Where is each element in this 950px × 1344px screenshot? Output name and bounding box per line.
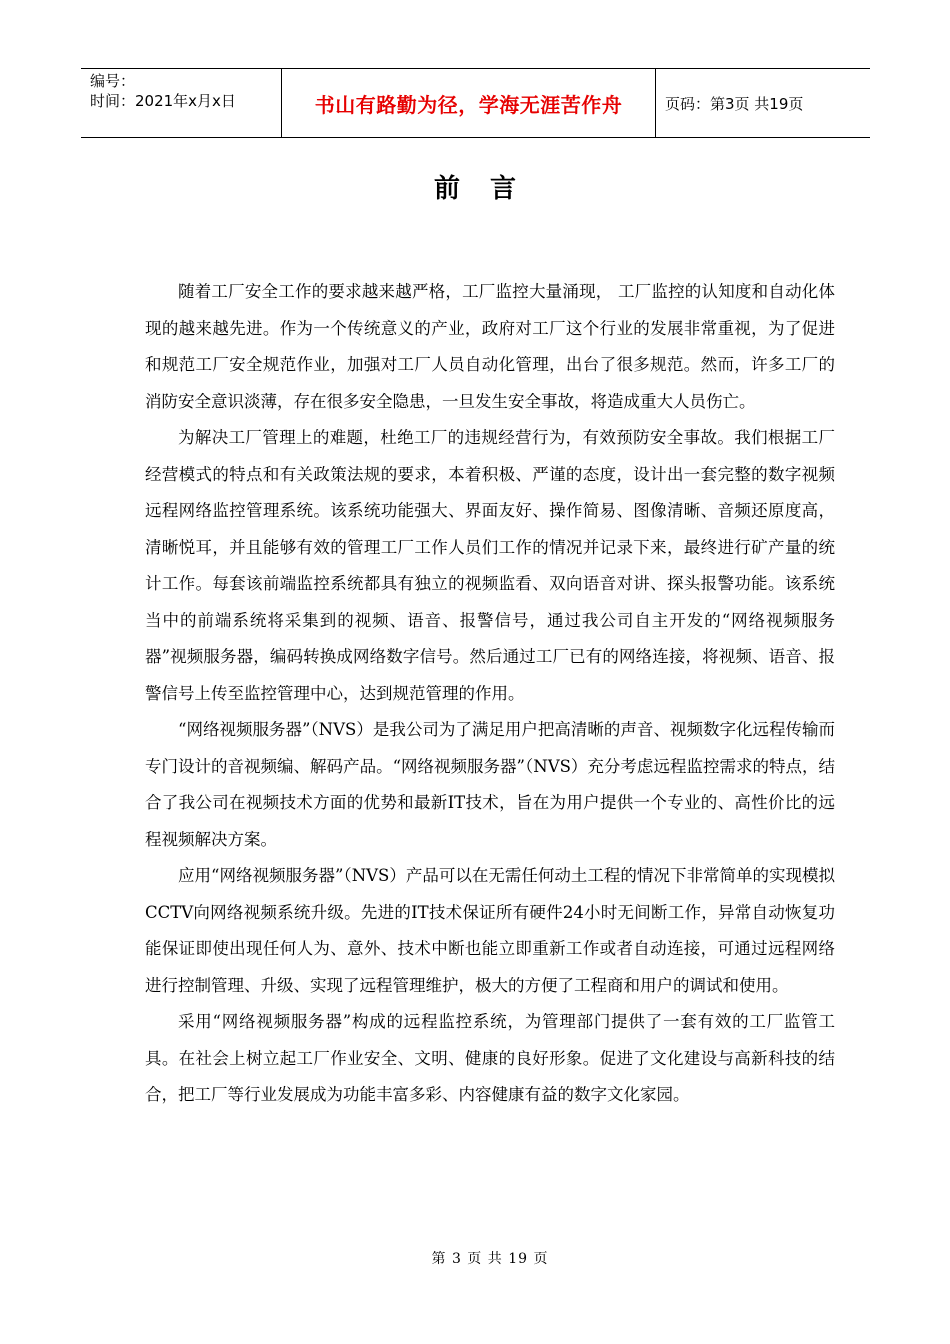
- page-title: 前言: [433, 174, 546, 204]
- paragraph: 采用“网络视频服务器”构成的远程监控系统，为管理部门提供了一套有效的工厂监管工具。在社会上树立起工厂作业安全、文明、健康的良好形象。促进了文化建设与高新科技的结合，把工厂等行业发展成为功能丰富多彩、内容健康有益的数字文化家园。: [145, 1012, 835, 1104]
- paragraph: “网络视频服务器”（NVS）是我公司为了满足用户把高清晰的声音、视频数字化远程传输而专门设计的音视频编、解码产品。“网络视频服务器”（NVS）充分考虑远程监控需求的特点，结合了我公司在视频技术方面的优势和最新IT技术，旨在为用户提供一个专业的、高性价比的远程视频解决方案。: [145, 720, 835, 849]
- document-body: [145, 274, 835, 1114]
- header-motto: 书山有路勤为径，学海无涯苦作舟: [282, 69, 656, 137]
- page-footer: 第 3 页 共 19 页: [431, 1251, 549, 1267]
- date-label: 时间：2021年x月x日: [90, 92, 236, 110]
- serial-number-label: 编号：: [90, 72, 136, 90]
- header-page-info: 页码：第3页 共19页: [665, 94, 804, 113]
- paragraph: 为解决工厂管理上的难题，杜绝工厂的违规经营行为，有效预防安全事故。我们根据工厂经营模式的特点和有关政策法规的要求，本着积极、严谨的态度，设计出一套完整的数字视频远程网络监控管理系统。该系统功能强大、界面友好、操作简易、图像清晰、音频还原度高，清晰悦耳，并且能够有效的管理工厂工作人员们工作的情况并记录下来，最终进行矿产量的统计工作。每套该前端监控系统都具有独立的视频监看、双向语音对讲、探头报警功能。该系统当中的前端系统将采集到的视频、语音、报警信号，通过我公司自主开发的“网络视频服务器”视频服务器，编码转换成网络数字信号。然后通过工厂已有的网络连接，将视频、语音、报警信号上传至监控管理中心，达到规范管理的作用。: [145, 428, 835, 703]
- header-table: [81, 68, 870, 138]
- paragraph: 随着工厂安全工作的要求越来越严格，工厂监控大量涌现， 工厂监控的认知度和自动化体现的越来越先进。作为一个传统意义的产业，政府对工厂这个行业的发展非常重视，为了促进和规范工厂安全规范作业，加强对工厂人员自动化管理，出台了很多规范。然而，许多工厂的消防安全意识淡薄，存在很多安全隐患，一旦发生安全事故，将造成重大人员伤亡。: [145, 282, 835, 411]
- paragraph: 应用“网络视频服务器”（NVS）产品可以在无需任何动土工程的情况下非常简单的实现模拟CCTV向网络视频系统升级。先进的IT技术保证所有硬件24小时无间断工作，异常自动恢复功能保证即使出现任何人为、意外、技术中断也能立即重新工作或者自动连接，可通过远程网络进行控制管理、升级、实现了远程管理维护，极大的方便了工程商和用户的调试和使用。: [145, 866, 835, 995]
- header-meta: [81, 69, 282, 137]
